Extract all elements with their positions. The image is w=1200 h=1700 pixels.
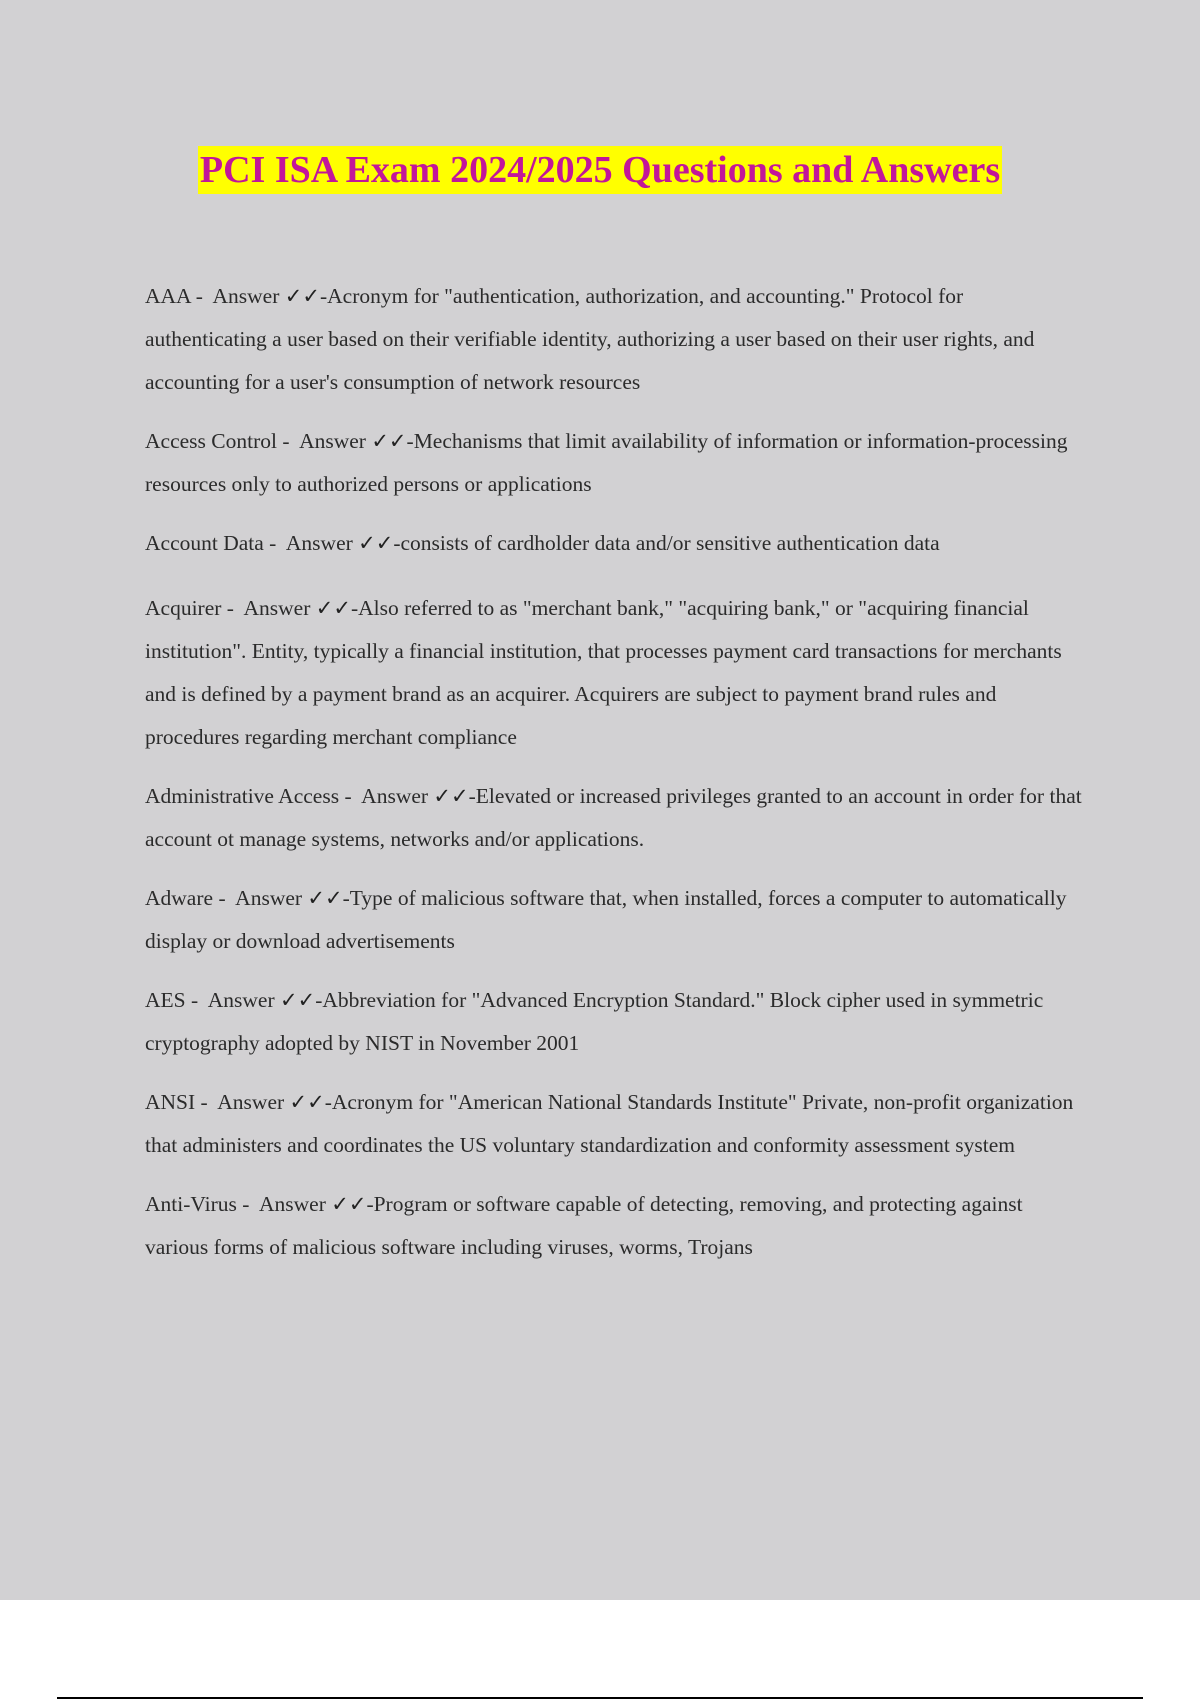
qa-item-account-data: Account Data - Answer ✓✓-consists of cardholder data and/or sensitive authentication data xyxy=(145,531,940,555)
term: Account Data xyxy=(145,531,264,555)
answer-label: Answer xyxy=(299,429,366,453)
answer-label: Answer xyxy=(217,1090,285,1114)
double-check-icon: ✓✓ xyxy=(315,596,351,620)
answer-label: Answer xyxy=(212,284,280,308)
answer-text: -Abbreviation for "Advanced Encryption Standard." Block cipher used in symmetric cryptography adopted by NIST in November 2001 xyxy=(145,988,1044,1055)
term: AES xyxy=(145,988,186,1012)
answer-label: Answer xyxy=(285,531,353,555)
double-check-icon: ✓✓ xyxy=(284,284,320,308)
term: ANSI xyxy=(145,1090,196,1114)
answer-text: -Acronym for "American National Standards Institute" Private, non-profit organization that administers and coordinates the US voluntary standardization and conformity assessment system xyxy=(145,1090,1074,1157)
answer-text: -Program or software capable of detecting, removing, and protecting against various forms of malicious software including viruses, worms, Trojans xyxy=(145,1192,1023,1259)
answer-label: Answer xyxy=(235,886,303,910)
double-check-icon: ✓✓ xyxy=(307,886,343,910)
double-check-icon: ✓✓ xyxy=(279,988,316,1012)
term: Anti-Virus xyxy=(145,1192,237,1216)
term: Access Control xyxy=(145,429,277,453)
qa-item-anti-virus: Anti-Virus - Answer ✓✓-Program or software capable of detecting, removing, and protecting against various forms of malicious software including viruses, worms, Trojans xyxy=(145,1192,1023,1259)
answer-label: Answer xyxy=(207,988,275,1012)
answer-text: -Mechanisms that limit availability of information or information-processing resources only to authorized persons or applications xyxy=(145,429,1068,496)
answer-label: Answer xyxy=(361,784,429,808)
footer-rule xyxy=(57,1697,1143,1699)
qa-item-ansi: ANSI - Answer ✓✓-Acronym for "American National Standards Institute" Private, non-profit organization that administers and coordinates the US voluntary standardization and conformity assessment system xyxy=(145,1090,1074,1157)
answer-label: Answer xyxy=(258,1192,326,1216)
double-check-icon: ✓✓ xyxy=(358,531,394,555)
answer-label: Answer xyxy=(243,596,311,620)
answer-text: -Type of malicious software that, when installed, forces a computer to automatically display or download advertisements xyxy=(145,886,1067,953)
qa-item-aes: AES - Answer ✓✓-Abbreviation for "Advanced Encryption Standard." Block cipher used in symmetric cryptography adopted by NIST in November 2001 xyxy=(145,988,1044,1055)
qa-item-acquirer: Acquirer - Answer ✓✓-Also referred to as "merchant bank," "acquiring bank," or "acquiring financial institution". Entity, typically a financial institution, that processes payment card transactions for merchants and is defined by a payment brand as an acquirer. Acquirers are subject to payment brand rules and procedures regarding merchant compliance xyxy=(145,596,1062,749)
answer-text: -Elevated or increased privileges granted to an account in order for that account ot manage systems, networks and/or applications. xyxy=(145,784,1082,851)
answer-text: -consists of cardholder data and/or sensitive authentication data xyxy=(393,531,940,555)
double-check-icon: ✓✓ xyxy=(371,429,407,453)
answer-text: -Also referred to as "merchant bank," "acquiring bank," or "acquiring financial institution". Entity, typically a financial institution, that processes payment card transactions for merchants and is defined by a payment brand as an acquirer. Acquirers are subject to payment brand rules and procedures regarding merchant compliance xyxy=(145,596,1062,749)
qa-item-administrative-access: Administrative Access - Answer ✓✓-Elevated or increased privileges granted to an account in order for that account ot manage systems, networks and/or applications. xyxy=(145,784,1082,851)
double-check-icon: ✓✓ xyxy=(433,784,469,808)
term: Acquirer xyxy=(145,596,222,620)
answer-text: -Acronym for "authentication, authorization, and accounting." Protocol for authenticating a user based on their verifiable identity, authorizing a user based on their user rights, and accounting for a user's consumption of network resources xyxy=(145,284,1035,394)
double-check-icon: ✓✓ xyxy=(331,1192,367,1216)
double-check-icon: ✓✓ xyxy=(289,1090,325,1114)
qa-list xyxy=(145,275,1085,1285)
qa-item-access-control: Access Control - Answer ✓✓-Mechanisms that limit availability of information or information-processing resources only to authorized persons or applications xyxy=(145,429,1068,496)
qa-item-aaa: AAA - Answer ✓✓-Acronym for "authentication, authorization, and accounting." Protocol for authenticating a user based on their verifiable identity, authorizing a user based on their user rights, and accounting for a user's consumption of network resources xyxy=(145,284,1035,394)
title-container xyxy=(0,146,1200,194)
term: Administrative Access xyxy=(145,784,340,808)
document-title: PCI ISA Exam 2024/2025 Questions and Answers xyxy=(198,146,1002,194)
term: Adware xyxy=(145,886,214,910)
qa-item-adware: Adware - Answer ✓✓-Type of malicious software that, when installed, forces a computer to automatically display or download advertisements xyxy=(145,886,1067,953)
term: AAA xyxy=(145,284,191,308)
